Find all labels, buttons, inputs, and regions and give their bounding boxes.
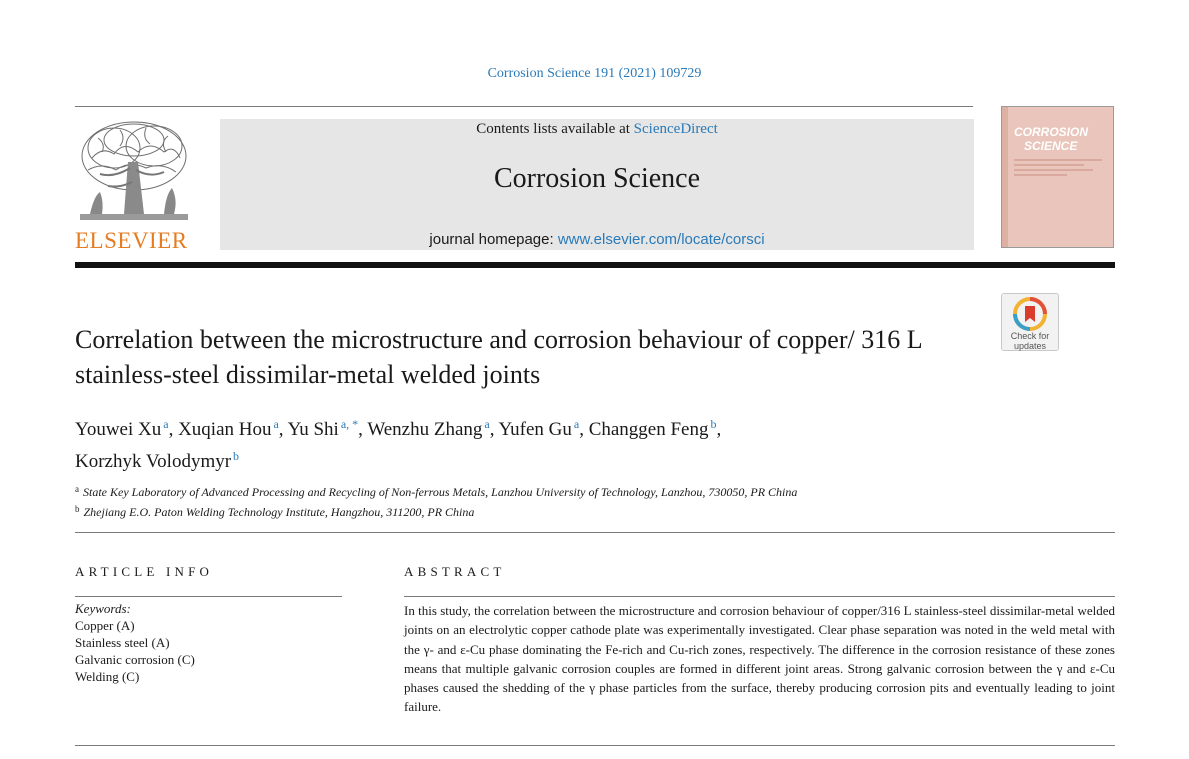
author[interactable]: Yu Shi — [287, 419, 339, 440]
homepage-line — [220, 231, 974, 248]
journal-cover-thumbnail[interactable] — [1001, 106, 1114, 248]
author[interactable]: Changgen Feng — [588, 419, 709, 440]
cover-title-line1: CORROSION — [1014, 125, 1089, 139]
sciencedirect-link[interactable]: ScienceDirect — [633, 121, 718, 137]
journal-reference-link[interactable]: Corrosion Science 191 (2021) 109729 — [487, 66, 702, 81]
contents-line — [220, 121, 974, 138]
author-separator: , — [168, 419, 179, 440]
top-divider — [75, 106, 973, 107]
author-affiliation-marker[interactable]: a — [484, 417, 490, 431]
abstract-divider — [404, 596, 1115, 597]
article-info-heading: ARTICLE INFO — [75, 564, 214, 579]
affiliation-item — [75, 501, 975, 521]
author[interactable]: Korzhyk Volodymyr — [75, 451, 232, 472]
check-for-updates-label-2: updates — [1013, 341, 1047, 351]
author-affiliation-marker[interactable]: a — [273, 417, 279, 431]
article-title: Correlation between the microstructure and corrosion behaviour of copper/ 316 L stainless-steel dissimilar-metal welded joints — [75, 325, 922, 389]
author-separator: , — [358, 419, 368, 440]
cover-fine-print — [1014, 159, 1102, 179]
affiliation-item — [75, 481, 975, 501]
journal-homepage-link[interactable]: www.elsevier.com/locate/corsci — [557, 231, 765, 248]
author-list — [75, 411, 975, 475]
cover-title-line2: SCIENCE — [1024, 139, 1078, 153]
author-separator: , — [278, 419, 288, 440]
keyword-item: Welding (C) — [75, 669, 140, 684]
keyword-item: Stainless steel (A) — [75, 635, 170, 650]
header-thick-divider — [75, 262, 1115, 268]
author-affiliation-marker[interactable]: b — [233, 449, 240, 463]
keywords-block — [75, 600, 342, 685]
abstract-heading: ABSTRACT — [404, 564, 506, 579]
check-for-updates-icon — [1013, 297, 1047, 331]
article-info-divider — [75, 596, 342, 597]
contents-prefix: Contents lists available at — [476, 121, 634, 137]
author[interactable]: Yufen Gu — [498, 419, 572, 440]
affiliation-text: Zhejiang E.O. Paton Welding Technology Institute, Hangzhou, 311200, PR China — [83, 505, 475, 519]
check-for-updates-label-1: Check for — [1010, 331, 1050, 341]
affiliation-label: b — [75, 504, 80, 514]
author-separator: , — [489, 419, 499, 440]
homepage-prefix: journal homepage: — [429, 231, 558, 248]
section-divider — [75, 532, 1115, 533]
affiliation-text: State Key Laboratory of Advanced Processing and Recycling of Non-ferrous Metals, Lanzhou University of Technology, Lanzhou, 730050, PR China — [83, 485, 798, 499]
keyword-item: Copper (A) — [75, 618, 135, 633]
keyword-item: Galvanic corrosion (C) — [75, 652, 195, 667]
check-for-updates-badge[interactable] — [1001, 293, 1059, 351]
journal-title: Corrosion Science — [493, 163, 701, 194]
author[interactable]: Wenzhu Zhang — [367, 419, 483, 440]
author-affiliation-marker[interactable]: b — [710, 417, 717, 431]
affiliation-label: a — [75, 484, 79, 494]
elsevier-wordmark: ELSEVIER — [75, 228, 188, 253]
author-separator: , — [716, 419, 722, 440]
author-affiliation-marker[interactable]: a — [163, 417, 169, 431]
affiliation-list — [75, 481, 975, 521]
author-affiliation-marker[interactable]: a — [573, 417, 580, 431]
author[interactable]: Youwei Xu — [75, 419, 162, 440]
bottom-divider — [75, 745, 1115, 746]
cover-spine — [1002, 107, 1008, 247]
author[interactable]: Xuqian Hou — [178, 419, 272, 440]
author-affiliation-marker[interactable]: a, * — [340, 417, 359, 431]
author-separator: , — [579, 419, 589, 440]
keywords-label: Keywords: — [75, 601, 131, 616]
abstract-text: In this study, the correlation between the microstructure and corrosion behaviour of copper/316 L stainless-steel dissimilar-metal welded joints on an electrolytic copper cathode plate was experimentally investigated. Clear phase separation was noted in the weld metal with the γ- and ε-Cu phase dominating the Fe-rich and Cu-rich zones, respectively. The difference in the corrosion resistance of these zones means that multiple galvanic corrosion couples are formed in different joint areas. Strong galvanic corrosion between the γ and ε-Cu phases caused the shedding of the γ phase particles from the surface, thereby producing corrosion pits and eventually leading to joint failure. — [404, 603, 1115, 715]
cover-title — [1014, 125, 1088, 153]
